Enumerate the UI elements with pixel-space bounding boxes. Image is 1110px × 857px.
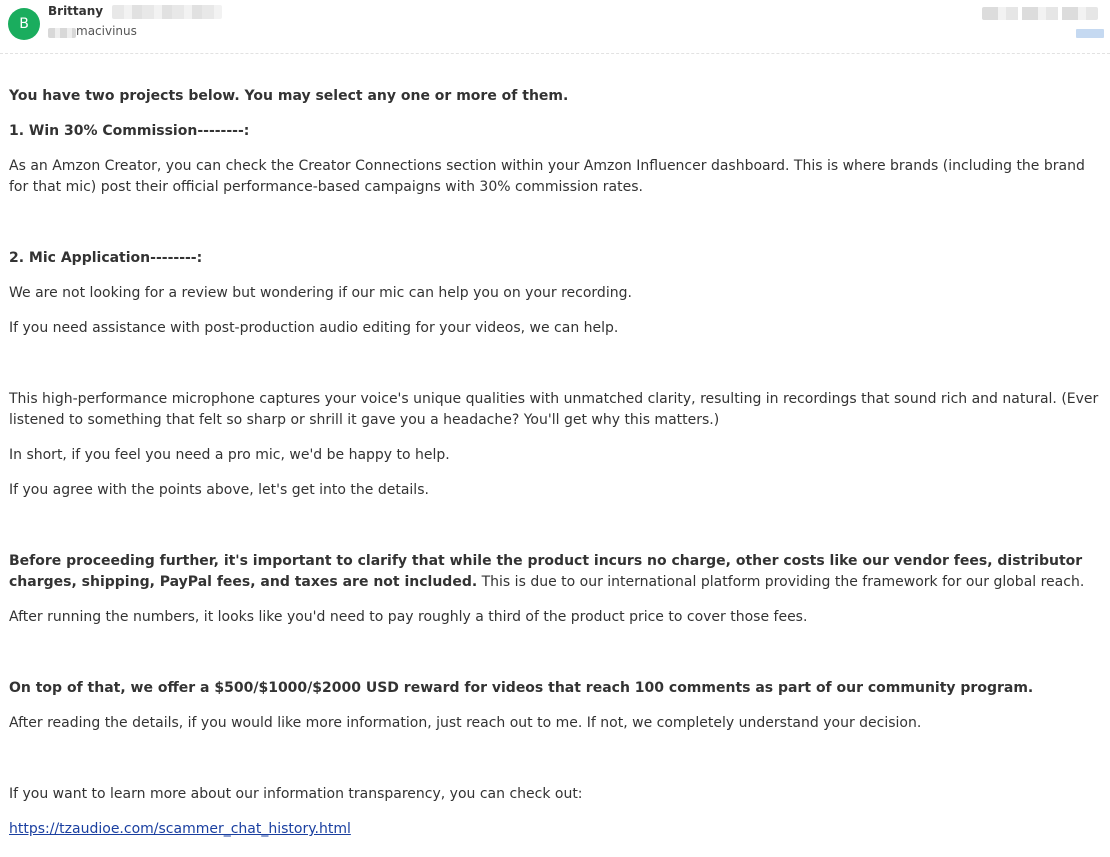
project-2-line-2: If you need assistance with post-production audio editing for your videos, we can help.	[9, 320, 619, 336]
recipient-name: macivinus	[76, 24, 137, 38]
email-header	[0, 0, 1110, 54]
project-1-heading: 1. Win 30% Commission--------:	[9, 123, 250, 139]
fees-paragraph	[9, 551, 1104, 593]
fees-bold-text: Before proceeding further, it's important to clarify that while the product incurs no charge, other costs like our vendor fees, distributor charges, shipping, PayPal fees, and taxes are not included.	[9, 553, 1083, 590]
sender-email-redacted	[112, 5, 222, 19]
after-reading-text: After reading the details, if you would like more information, just reach out to me. If not, we completely understand your decision.	[9, 715, 922, 731]
link-line	[9, 819, 1104, 840]
header-action-redacted[interactable]	[1076, 29, 1104, 38]
sender-name[interactable]: Brittany	[48, 4, 104, 18]
project-2-heading: 2. Mic Application--------:	[9, 250, 203, 266]
project-1-text: As an Amzon Creator, you can check the Creator Connections section within your Amzon Influencer dashboard. This is where brands (including the brand for that mic) post their official performance-based campaigns with 30% commission rates.	[9, 158, 1085, 195]
numbers-text: After running the numbers, it looks like you'd need to pay roughly a third of the product price to cover those fees.	[9, 609, 808, 625]
mic-description: This high-performance microphone captures your voice's unique qualities with unmatched clarity, resulting in recordings that sound rich and natural. (Ever listened to something that felt so sharp or shrill it gave you a headache? You'll get why this matters.)	[9, 391, 1099, 428]
transparency-link[interactable]: https://tzaudioe.com/scammer_chat_history.html	[9, 821, 351, 837]
fees-rest-text: This is due to our international platform providing the framework for our global reach.	[477, 574, 1085, 590]
intro-text: You have two projects below. You may select any one or more of them.	[9, 88, 569, 104]
agree-text: If you agree with the points above, let's get into the details.	[9, 482, 429, 498]
recipient-redacted	[48, 28, 76, 38]
short-text: In short, if you feel you need a pro mic, we'd be happy to help.	[9, 447, 450, 463]
project-2-line-1: We are not looking for a review but wondering if our mic can help you on your recording.	[9, 285, 632, 301]
transparency-text: If you want to learn more about our information transparency, you can check out:	[9, 786, 583, 802]
sender-avatar[interactable]: B	[8, 8, 40, 40]
date-redacted	[982, 7, 1098, 20]
reward-text: On top of that, we offer a $500/$1000/$2000 USD reward for videos that reach 100 comments as part of our community program.	[9, 680, 1034, 696]
